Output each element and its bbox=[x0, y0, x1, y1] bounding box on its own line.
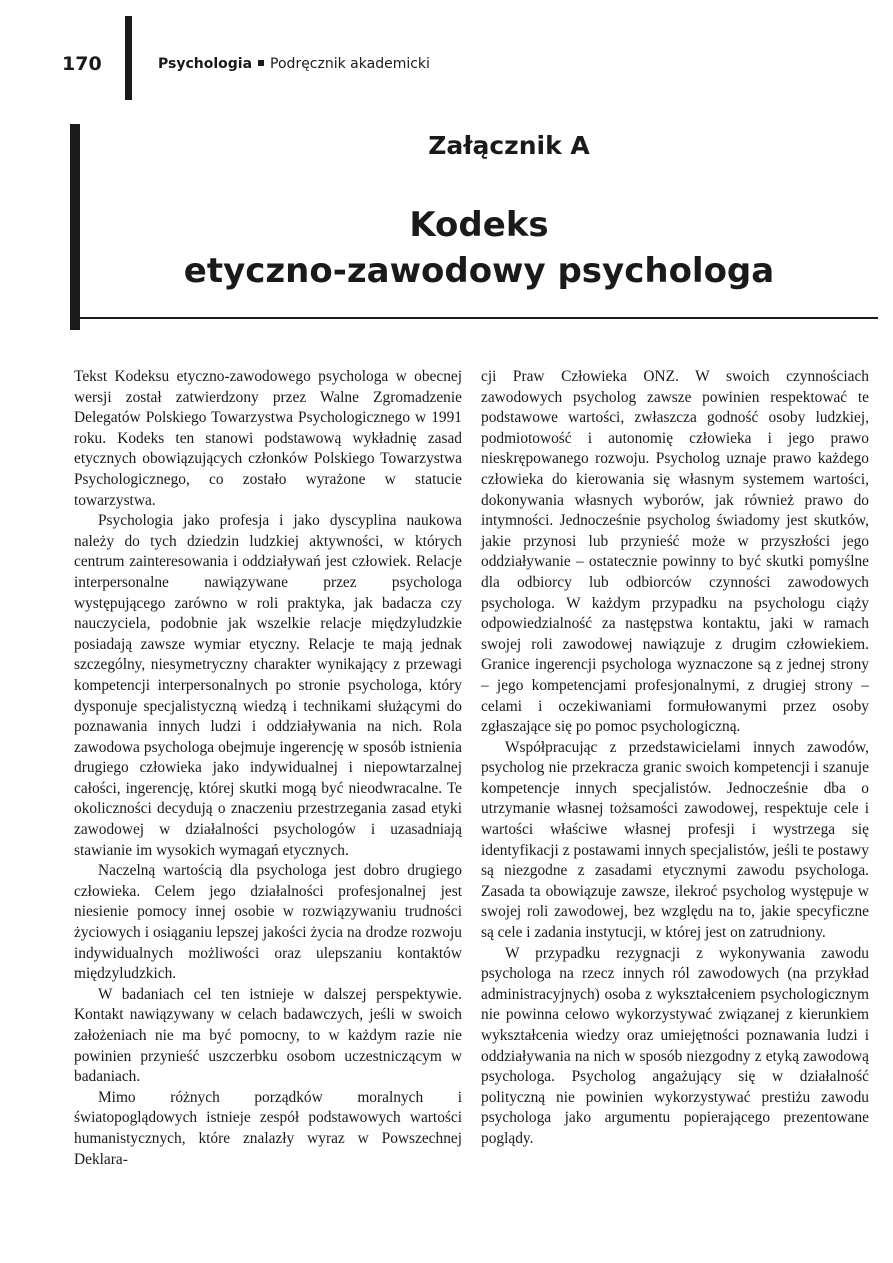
running-head bbox=[62, 52, 462, 76]
paragraph: cji Praw Człowieka ONZ. W swoich czynnościach zawodowych psycholog zawsze powinien respektować te podstawowe wartości, zwłaszcza godność osoby ludzkiej, podmiotowość i autonomię człowieka i jego prawo nieskrępowanego rozwoju. Psycholog uznaje prawo każdego człowieka do kierowania się własnym systemem wartości, dokonywania własnych wyborów, jak również prawo do intymności. Jednocześnie psycholog świadomy jest skutków, jakie przynosi lub przynieść może w przyszłości jego oddziaływanie – ostatecznie powinny to być skutki pomyślne dla odbiorcy lub odbiorców czynności zawodowych psychologa. W każdym przypadku na psychologu ciąży odpowiedzialność za następstwa kontaktu, jaki w ramach swojej roli zawodowej nawiązuje z drugim człowiekiem. Granice ingerencji psychologa wyznaczone są z jednej strony – jego kompetencjami profesjonalnymi, z drugiej strony – celami i oczekiwaniami formułowanymi przez osoby zgłaszające się po pomoc psychologiczną. bbox=[481, 368, 869, 736]
chapter-rule bbox=[80, 317, 878, 319]
chapter-title-line-1: Kodeks bbox=[409, 205, 549, 245]
paragraph: Mimo różnych porządków moralnych i światopoglądowych istnieje zespół podstawowych wartości humanistycznych, które znalazły wyraz w Powszechnej Deklara- bbox=[74, 1088, 462, 1168]
square-bullet-icon bbox=[258, 60, 264, 66]
appendix-label: Załącznik A bbox=[428, 131, 590, 160]
right-column bbox=[481, 367, 869, 1150]
left-column bbox=[74, 367, 462, 1170]
book-title bbox=[158, 54, 430, 74]
book-subtitle: Podręcznik akademicki bbox=[270, 56, 430, 72]
paragraph: Współpracując z przedstawicielami innych zawodów, psycholog nie przekracza granic swoich kompetencji i szanuje kompetencje innych specjalistów. Jednocześnie dba o utrzymanie własnej tożsamości zawodowej, respektuje cele i wartości właściwe własnej profesji i wystrzega się identyfikacji z postawami innych specjalistów, jeśli te postawy są niezgodne z zasadami etycznymi zawodu psychologa. Zasada ta obowiązuje zawsze, ilekroć psycholog występuje w swojej roli zawodowej, bez względu na to, jakie specyficzne są cele i zadania instytucji, w której jest on zatrudniony. bbox=[481, 738, 869, 942]
paragraph: Naczelną wartością dla psychologa jest dobro drugiego człowieka. Celem jego działalności profesjonalnej jest niesienie pomocy innej osobie w rozwiązywaniu trudności życiowych i osiąganiu lepszej jakości życia na drodze rozwoju indywidualnych możliwości oraz ulepszaniu kontaktów międzyludzkich. bbox=[74, 862, 462, 983]
chapter-heading bbox=[70, 124, 878, 330]
header-bar bbox=[125, 16, 132, 100]
paragraph: W badaniach cel ten istnieje w dalszej perspektywie. Kontakt nawiązywany w celach badawczych, jeśli w swoich założeniach nie ma być pomocny, to w każdym razie nie powinien przynieść uszczerbku osobom uczestniczącym w badaniach. bbox=[74, 985, 462, 1086]
series-name: Psychologia bbox=[158, 56, 253, 72]
chapter-title-line-2: etyczno-zawodowy psychologa bbox=[183, 251, 775, 291]
paragraph: W przypadku rezygnacji z wykonywania zawodu psychologa na rzecz innych ról zawodowych (na przykład administracyjnych) osoba z wykształceniem psychologicznym nie powinna celowo wykorzystywać związanej z kierunkiem wykształcenia wiedzy oraz umiejętności poznawania ludzi i oddziaływania na nich w sposób niezgodny z etyką zawodową psychologa. Psycholog angażujący się w działalność polityczną nie powinien wykorzystywać prestiżu zawodu psychologa jako argumentu popierającego prezentowane poglądy. bbox=[481, 944, 869, 1147]
paragraph: Psychologia jako profesja i jako dyscyplina naukowa należy do tych dziedzin ludzkiej aktywności, w których centrum zainteresowania i oddziaływań jest człowiek. Relacje interpersonalne nawiązywane przez psychologa występującego zarówno w roli praktyka, jak badacza czy nauczyciela, podobnie jak wszelkie relacje międzyludzkie posiadają zawsze wymiar etyczny. Relacje te mają jednak szczególny, niesymetryczny charakter wynikający z przewagi kompetencji interpersonalnych po stronie psychologa, który dysponuje specjalistyczną wiedzą i technikami służącymi do poznawania innych ludzi i oddziaływania na nich. Rola zawodowa psychologa obejmuje ingerencję w sposób istnienia drugiego człowieka jako indywidualnej i niepowtarzalnej całości, ingerencję, której skutki mogą być nieodwracalne. Te okoliczności decydują o znaczeniu przestrzegania zasad etyki zawodowej w działalności psychologów i uzasadniają stawianie im wysokich wymagań etycznych. bbox=[74, 512, 462, 859]
page-number: 170 bbox=[62, 53, 102, 75]
chapter-title bbox=[70, 202, 878, 294]
paragraph: Tekst Kodeksu etyczno-zawodowego psychologa w obecnej wersji został zatwierdzony przez Walne Zgromadzenie Delegatów Polskiego Towarzystwa Psychologicznego w 1991 roku. Kodeks ten stanowi podstawową wykładnię zasad etycznych obowiązujących członków Polskiego Towarzystwa Psychologicznego, co zostało wyrażone w statucie towarzystwa. bbox=[74, 368, 462, 509]
